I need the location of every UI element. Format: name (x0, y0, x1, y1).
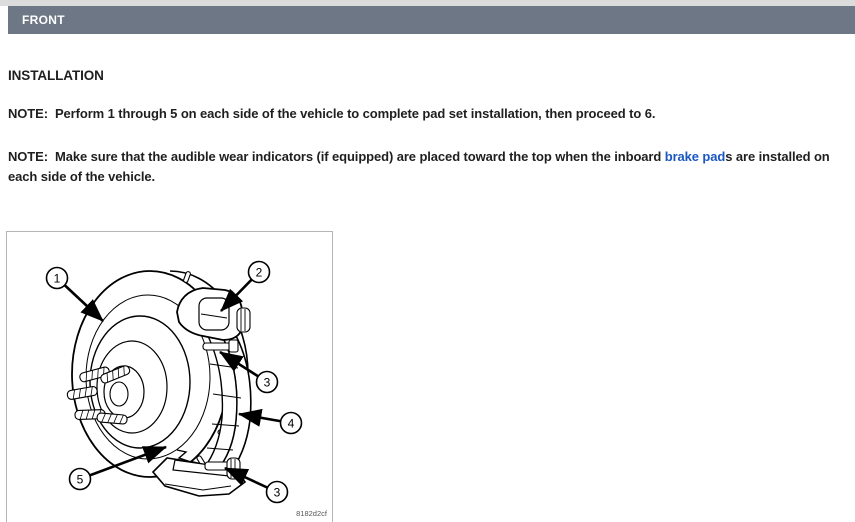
installation-heading: INSTALLATION (8, 68, 104, 83)
figure-code: 8182d2cf (296, 509, 327, 518)
callout-3-lower-label: 3 (273, 485, 281, 500)
caliper-guide-boot (237, 308, 250, 332)
note-wear-prefix: NOTE: Make sure that the audible wear indicators (if equipped) are placed toward the top when the inboard (8, 149, 665, 164)
note-wear-suffix: s are installed on each side of the vehicle. (8, 149, 834, 184)
brake-pad-link[interactable]: brake pad (664, 149, 726, 164)
front-section-header[interactable] (8, 6, 855, 34)
front-section-label: FRONT (22, 13, 65, 27)
callout-3-upper-label: 3 (263, 375, 271, 390)
callout-4 (281, 413, 302, 434)
callout-5 (70, 469, 91, 490)
brake-assembly-figure (6, 231, 333, 522)
callout-1 (47, 268, 68, 289)
callout-3-lower (267, 482, 288, 503)
brake-assembly-drawing (7, 232, 332, 522)
note-pad-set: NOTE: Perform 1 through 5 on each side of the vehicle to complete pad set installation, then proceed to 6. (8, 106, 656, 121)
callout-2-label: 2 (255, 265, 263, 280)
note-wear-indicators (8, 147, 848, 187)
callout-5-label: 5 (76, 472, 84, 487)
callout-4-label: 4 (287, 416, 295, 431)
callout-3-upper (257, 372, 278, 393)
callout-2 (249, 262, 270, 283)
hub-cap (110, 382, 128, 406)
callout-1-label: 1 (53, 271, 61, 286)
